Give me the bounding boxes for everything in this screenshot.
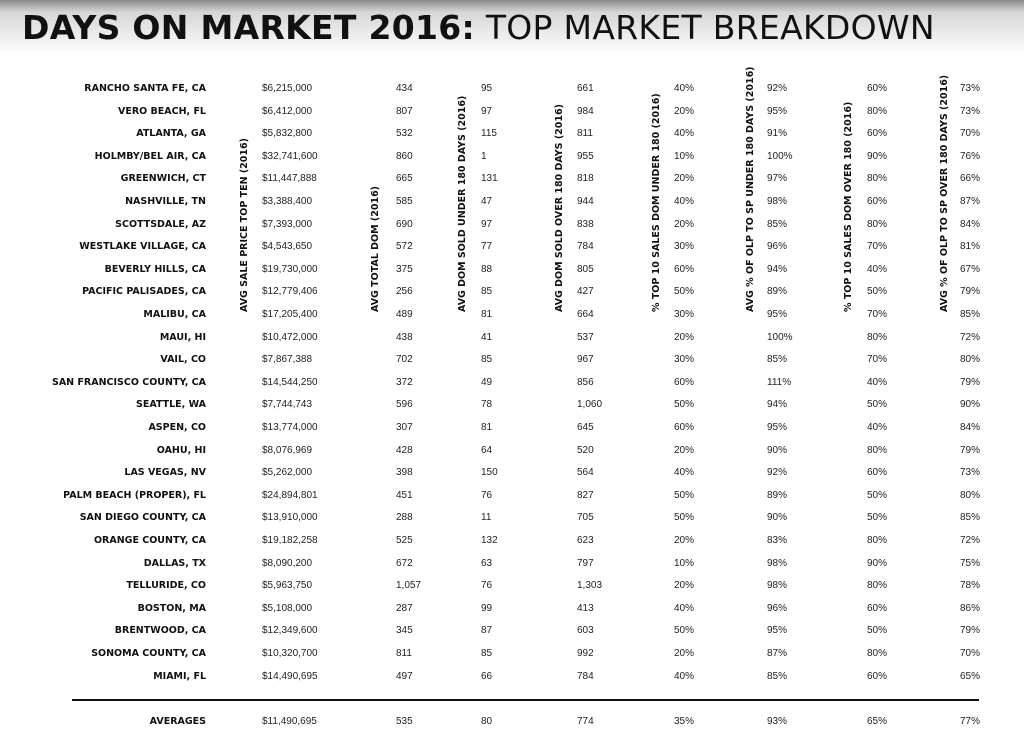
dom-over-180: 818 [577,173,594,185]
dom-over-180: 856 [577,376,594,388]
market-name: DALLAS, TX [143,557,206,569]
olp-under-180: 98% [767,196,788,207]
total-dom: 256 [396,286,413,298]
olp-over-180: 84% [960,218,981,230]
sale-price: $5,108,000 [262,602,313,614]
pct-under-180: 60% [674,263,695,275]
olp-under-180: 95% [767,105,788,117]
dom-over-180: 705 [577,512,594,524]
header-avg-total-dom: AVG TOTAL DOM (2016) [370,185,381,312]
table-row [0,146,1024,168]
sale-price: $32,741,600 [262,150,318,162]
dom-over-180: 838 [577,218,594,230]
total-dom: 596 [396,399,413,411]
olp-under-180: 83% [767,535,788,546]
olp-under-180: 87% [767,648,788,659]
dom-under-180: 63 [481,557,493,569]
sale-price: $12,349,600 [262,625,318,637]
pct-under-180: 40% [674,196,695,207]
table-row [0,666,1024,688]
market-name: TELLURIDE, CO [126,580,206,592]
olp-under-180: 96% [767,241,788,253]
table-row [0,485,1024,507]
market-name: BRENTWOOD, CA [114,625,206,637]
total-dom: 525 [396,535,413,546]
market-name: MIAMI, FL [153,670,206,682]
sale-price: $17,205,400 [262,309,318,320]
dom-over-180: 827 [577,489,594,501]
table-row [0,214,1024,236]
olp-over-180: 70% [960,128,981,140]
olp-over-180: 85% [960,512,981,524]
pct-under-180: 50% [674,286,695,298]
dom-under-180: 99 [481,602,493,614]
sale-price: $24,894,801 [262,489,318,501]
olp-under-180: 89% [767,489,788,501]
pct-over-180: 50% [867,512,888,524]
table-row [0,462,1024,484]
dom-over-180: 992 [577,648,594,659]
olp-over-180: 75% [960,557,981,569]
pct-under-180: 50% [674,399,695,411]
dom-under-180: 81 [481,422,493,433]
olp-under-180: 90% [767,512,788,524]
market-name: BEVERLY HILLS, CA [104,263,206,275]
olp-over-180: 72% [960,535,981,546]
table-row [0,168,1024,190]
dom-over-180: 664 [577,309,594,320]
pct-under-180: 60% [674,422,695,433]
pct-under-180: 20% [674,648,695,659]
market-name: ORANGE COUNTY, CA [93,535,206,546]
olp-under-180: 94% [767,263,788,275]
dom-over-180: 797 [577,557,594,569]
sale-price: $6,215,000 [262,83,313,94]
pct-under-180: 40% [674,670,695,682]
olp-under-180: 91% [767,128,788,140]
total-dom: 702 [396,354,413,366]
sale-price: $10,472,000 [262,331,318,343]
olp-under-180: 97% [767,173,788,185]
market-name: VERO BEACH, FL [117,105,206,117]
pct-under-180: 40% [674,602,695,614]
header-avg-dom-over-180: AVG DOM SOLD OVER 180 DAYS (2016) [554,104,565,312]
table-row [0,530,1024,552]
dom-under-180: 85 [481,354,493,366]
dom-under-180: 87 [481,625,493,637]
pct-under-180: 30% [674,309,695,320]
total-dom: 398 [396,467,413,479]
olp-under-180: 85% [767,354,788,366]
total-dom: 690 [396,218,413,230]
market-name: NASHVILLE, TN [125,196,206,207]
total-dom: 489 [396,309,413,320]
header-olp-sp-over-180: AVG % OF OLP TO SP OVER 180 DAYS (2016) [939,74,950,312]
dom-over-180: 623 [577,535,594,546]
olp-under-180: 85% [767,218,788,230]
pct-over-180: 70% [867,309,888,320]
sale-price: $13,774,000 [262,422,318,433]
header-avg-sale-price: AVG SALE PRICE TOP TEN (2016) [239,138,250,312]
total-dom: 287 [396,602,413,614]
dom-under-180: 78 [481,399,493,411]
olp-under-180: 92% [767,467,788,479]
market-name: SAN FRANCISCO COUNTY, CA [51,376,206,388]
pct-over-180: 80% [867,580,888,592]
olp-over-180: 87% [960,196,981,207]
olp-under-180: 100% [767,150,793,162]
dom-under-180: 85 [481,286,493,298]
pct-over-180: 80% [867,173,888,185]
olp-over-180: 73% [960,105,981,117]
pct-over-180: 60% [867,670,888,682]
dom-over-180: 603 [577,625,594,637]
total-dom: 665 [396,173,413,185]
market-name: HOLMBY/BEL AIR, CA [94,150,206,162]
pct-over-180: 60% [867,196,888,207]
averages-divider [72,699,979,701]
dom-over-180: 944 [577,196,594,207]
averages-label: AVERAGES [149,716,206,727]
total-dom: 345 [396,625,413,637]
sale-price: $6,412,000 [262,105,313,117]
pct-under-180: 40% [674,467,695,479]
dom-over-180: 784 [577,241,594,253]
sale-price: $19,182,258 [262,535,318,546]
table-row [0,236,1024,258]
dom-under-180: 11 [481,512,492,524]
pct-over-180: 50% [867,625,888,637]
pct-under-180: 60% [674,376,695,388]
sale-price: $10,320,700 [262,648,318,659]
total-dom: 451 [396,489,413,501]
pct-under-180: 40% [674,128,695,140]
market-name: MALIBU, CA [143,309,206,320]
dom-over-180: 784 [577,670,594,682]
table-row [0,101,1024,123]
dom-over-180: 1,303 [577,580,603,592]
olp-over-180: 76% [960,150,981,162]
pct-over-180: 50% [867,489,888,501]
dom-under-180: 64 [481,444,493,456]
sale-price: $13,910,000 [262,512,318,524]
dom-over-180: 1,060 [577,399,603,411]
dom-over-180: 645 [577,422,594,433]
total-dom: 307 [396,422,413,433]
dom-under-180: 66 [481,670,493,682]
dom-under-180: 47 [481,196,493,207]
olp-over-180: 85% [960,309,981,320]
dom-under-180: 76 [481,489,493,501]
sale-price: $7,867,388 [262,354,313,366]
market-name: SEATTLE, WA [136,399,206,411]
sale-price: $11,447,888 [262,173,317,185]
averages-olp-over-180: 77% [960,716,981,727]
olp-under-180: 98% [767,580,788,592]
pct-under-180: 30% [674,354,695,366]
total-dom: 497 [396,670,413,682]
market-name: BOSTON, MA [137,602,206,614]
total-dom: 811 [396,648,412,659]
averages-sale-price: $11,490,695 [262,716,317,727]
olp-over-180: 80% [960,354,981,366]
olp-over-180: 66% [960,173,981,185]
olp-under-180: 89% [767,286,788,298]
pct-over-180: 70% [867,354,888,366]
market-name: MAUI, HI [159,331,206,343]
averages-dom-under-180: 80 [481,716,493,727]
dom-over-180: 984 [577,105,594,117]
dom-under-180: 76 [481,580,493,592]
sale-price: $7,393,000 [262,218,313,230]
page-title [22,8,935,47]
pct-under-180: 20% [674,580,695,592]
pct-over-180: 40% [867,376,888,388]
olp-over-180: 70% [960,648,981,659]
dom-under-180: 88 [481,263,493,275]
pct-under-180: 10% [674,557,695,569]
market-name: RANCHO SANTA FE, CA [84,83,206,94]
olp-over-180: 90% [960,399,981,411]
total-dom: 1,057 [396,580,422,592]
total-dom: 438 [396,331,413,343]
table-row [0,259,1024,281]
olp-over-180: 67% [960,263,981,275]
market-name: WESTLAKE VILLAGE, CA [79,241,206,253]
olp-over-180: 86% [960,602,981,614]
table-row [0,123,1024,145]
dom-under-180: 131 [481,173,498,185]
pct-under-180: 20% [674,105,695,117]
olp-under-180: 90% [767,444,788,456]
dom-over-180: 564 [577,467,594,479]
olp-under-180: 96% [767,602,788,614]
total-dom: 672 [396,557,413,569]
market-name: PACIFIC PALISADES, CA [82,286,206,298]
dom-over-180: 805 [577,263,594,275]
sale-price: $12,779,406 [262,286,318,298]
pct-under-180: 50% [674,512,695,524]
pct-under-180: 30% [674,241,695,253]
pct-over-180: 60% [867,128,888,140]
dom-under-180: 150 [481,467,498,479]
dom-under-180: 41 [481,331,493,343]
table-row [0,440,1024,462]
table-row [0,394,1024,416]
sale-price: $19,730,000 [262,263,318,275]
dom-under-180: 1 [481,150,487,162]
pct-under-180: 20% [674,331,695,343]
total-dom: 372 [396,376,413,388]
market-name: SCOTTSDALE, AZ [115,218,206,230]
olp-over-180: 79% [960,286,981,298]
pct-under-180: 40% [674,83,695,94]
table-row [0,78,1024,100]
pct-over-180: 80% [867,105,888,117]
olp-under-180: 94% [767,399,788,411]
market-name: VAIL, CO [160,354,206,366]
table-row [0,620,1024,642]
averages-pct-over-180: 65% [867,716,888,727]
table-row [0,327,1024,349]
market-name: PALM BEACH (PROPER), FL [63,489,206,501]
pct-over-180: 70% [867,241,888,253]
sale-price: $3,388,400 [262,196,313,207]
pct-over-180: 40% [867,422,888,433]
olp-over-180: 79% [960,376,981,388]
pct-over-180: 50% [867,286,888,298]
dom-over-180: 427 [577,286,594,298]
table-row [0,643,1024,665]
market-name: SAN DIEGO COUNTY, CA [79,512,206,524]
pct-over-180: 80% [867,218,888,230]
header-pct-sales-under-180: % TOP 10 SALES DOM UNDER 180 (2016) [651,93,662,312]
sale-price: $8,076,969 [262,444,313,456]
dom-over-180: 661 [577,83,594,94]
title-light: TOP MARKET BREAKDOWN [485,8,935,47]
dom-over-180: 520 [577,444,594,456]
averages-dom-over-180: 774 [577,716,594,727]
olp-over-180: 72% [960,331,981,343]
dom-under-180: 115 [481,128,497,140]
averages-row [0,711,1024,733]
pct-under-180: 10% [674,150,695,162]
olp-over-180: 80% [960,489,981,501]
pct-over-180: 80% [867,648,888,659]
table-row [0,191,1024,213]
olp-under-180: 111% [767,376,792,388]
table-row [0,372,1024,394]
pct-over-180: 60% [867,602,888,614]
olp-over-180: 84% [960,422,981,433]
table-row [0,553,1024,575]
table-row [0,575,1024,597]
dom-under-180: 97 [481,218,493,230]
pct-over-180: 90% [867,150,888,162]
pct-under-180: 50% [674,489,695,501]
market-name: SONOMA COUNTY, CA [91,648,206,659]
dom-over-180: 537 [577,331,594,343]
total-dom: 860 [396,150,413,162]
pct-over-180: 80% [867,331,888,343]
pct-over-180: 90% [867,557,888,569]
market-name: ATLANTA, GA [136,128,206,140]
sale-price: $4,543,650 [262,241,313,253]
dom-under-180: 81 [481,309,493,320]
total-dom: 572 [396,241,413,253]
table-row [0,281,1024,303]
market-name: GREENWICH, CT [120,173,206,185]
pct-over-180: 80% [867,444,888,456]
dom-over-180: 811 [577,128,593,140]
table-row [0,304,1024,326]
table-row [0,349,1024,371]
olp-under-180: 100% [767,331,793,343]
dom-over-180: 967 [577,354,594,366]
dom-under-180: 49 [481,376,493,388]
total-dom: 375 [396,263,413,275]
table-row [0,417,1024,439]
pct-under-180: 20% [674,173,695,185]
sale-price: $5,262,000 [262,467,313,479]
table-row [0,507,1024,529]
pct-over-180: 80% [867,535,888,546]
sale-price: $5,832,800 [262,128,313,140]
olp-under-180: 95% [767,309,788,320]
dom-under-180: 97 [481,105,493,117]
averages-total-dom: 535 [396,716,413,727]
pct-under-180: 20% [674,535,695,546]
sale-price: $5,963,750 [262,580,313,592]
olp-over-180: 79% [960,625,981,637]
dom-over-180: 413 [577,602,594,614]
olp-over-180: 65% [960,670,981,682]
olp-over-180: 73% [960,467,981,479]
pct-over-180: 60% [867,83,888,94]
header-pct-sales-over-180: % TOP 10 SALES DOM OVER 180 (2016) [843,101,854,312]
pct-over-180: 60% [867,467,888,479]
olp-under-180: 92% [767,83,788,94]
dom-over-180: 955 [577,150,594,162]
market-name: ASPEN, CO [148,422,206,433]
olp-over-180: 81% [960,241,981,253]
pct-under-180: 20% [674,444,695,456]
dom-under-180: 132 [481,535,498,546]
total-dom: 428 [396,444,413,456]
title-bold: DAYS ON MARKET 2016: [22,8,476,47]
market-name: OAHU, HI [156,444,206,456]
sale-price: $14,490,695 [262,670,318,682]
pct-over-180: 50% [867,399,888,411]
header-avg-dom-under-180: AVG DOM SOLD UNDER 180 DAYS (2016) [457,95,468,312]
market-name: LAS VEGAS, NV [124,467,206,479]
averages-pct-under-180: 35% [674,716,695,727]
dom-under-180: 85 [481,648,493,659]
averages-olp-under-180: 93% [767,716,788,727]
header-olp-sp-under-180: AVG % OF OLP TO SP UNDER 180 DAYS (2016) [745,66,756,312]
olp-under-180: 95% [767,625,788,637]
sale-price: $14,544,250 [262,376,318,388]
dom-under-180: 77 [481,241,493,253]
olp-under-180: 95% [767,422,788,433]
total-dom: 532 [396,128,413,140]
total-dom: 585 [396,196,413,207]
dom-under-180: 95 [481,83,493,94]
pct-under-180: 20% [674,218,695,230]
pct-over-180: 40% [867,263,888,275]
olp-over-180: 78% [960,580,981,592]
total-dom: 434 [396,83,413,94]
olp-under-180: 98% [767,557,788,569]
sale-price: $7,744,743 [262,399,313,411]
pct-under-180: 50% [674,625,695,637]
total-dom: 288 [396,512,413,524]
olp-over-180: 79% [960,444,981,456]
table-row [0,598,1024,620]
olp-over-180: 73% [960,83,981,94]
olp-under-180: 85% [767,670,788,682]
sale-price: $8,090,200 [262,557,313,569]
total-dom: 807 [396,105,413,117]
